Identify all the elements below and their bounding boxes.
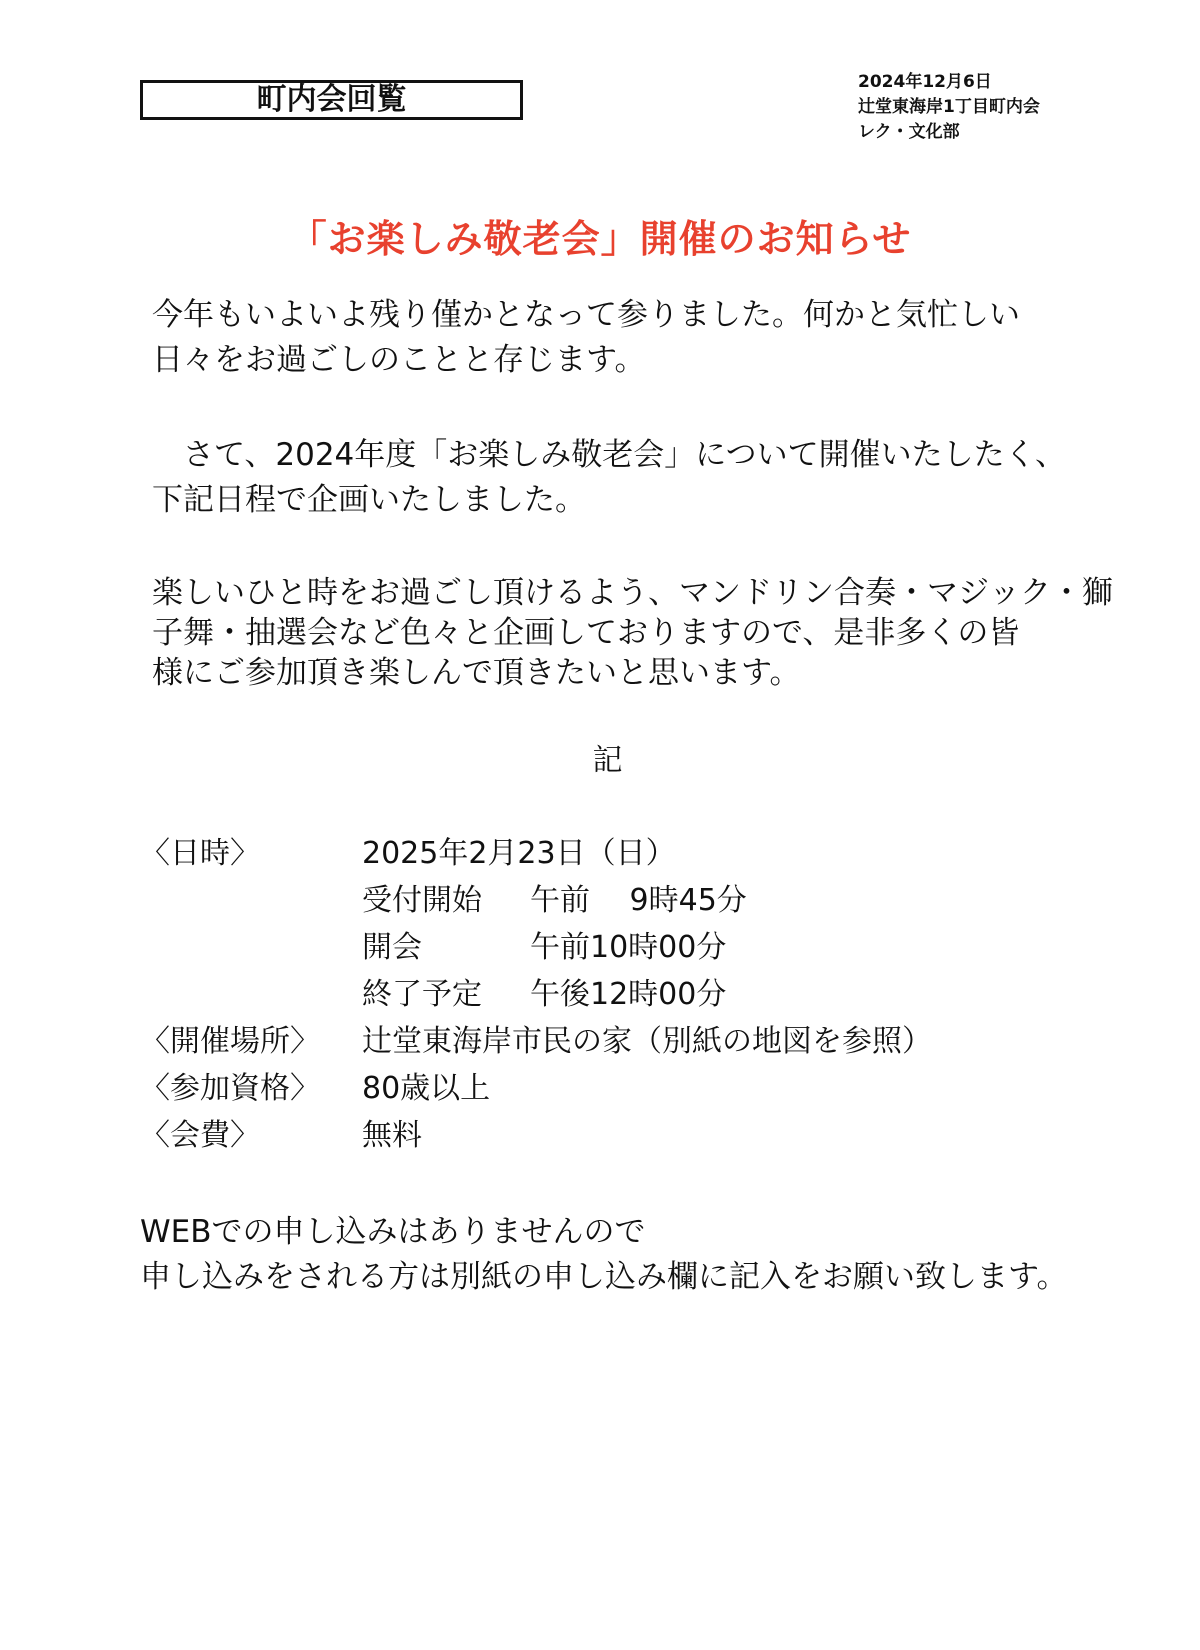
venue-value: 辻堂東海岸市民の家（別紙の地図を参照） <box>362 1024 932 1059</box>
announcement-paragraph <box>152 433 1162 523</box>
datetime-label: 〈日時〉 <box>140 836 260 871</box>
paragraph-line: 今年もいよいよ残り僅かとなって参りました。何かと気忙しい <box>152 297 1020 333</box>
time-label: 開会 <box>362 930 422 965</box>
event-details <box>140 830 1160 1159</box>
eligibility-label: 〈参加資格〉 <box>140 1071 320 1106</box>
department-name: レク・文化部 <box>858 122 960 142</box>
fee-value: 無料 <box>362 1118 422 1153</box>
event-date: 2025年2月23日（日） <box>362 836 676 871</box>
time-value: 午前 9時45分 <box>530 883 747 918</box>
paragraph-line: 様にご参加頂き楽しんで頂きたいと思います。 <box>152 655 801 691</box>
fee-row <box>140 1112 1160 1159</box>
header-meta <box>858 70 1188 145</box>
circular-label: 町内会回覧 <box>256 82 407 117</box>
greeting-paragraph <box>152 293 1162 383</box>
time-label: 受付開始 <box>362 883 482 918</box>
eligibility-value: 80歳以上 <box>362 1071 491 1106</box>
issue-date: 2024年12月6日 <box>858 72 992 92</box>
paragraph-line: WEBでの申し込みはありませんので <box>140 1214 646 1250</box>
fee-label: 〈会費〉 <box>140 1118 260 1153</box>
program-paragraph <box>152 573 1162 693</box>
eligibility-row <box>140 1065 1160 1112</box>
time-value: 午前10時00分 <box>530 930 727 965</box>
datetime-row <box>140 830 1160 877</box>
time-row-opening <box>140 924 1160 971</box>
ki-heading: 記 <box>592 743 623 778</box>
time-label: 終了予定 <box>362 977 482 1012</box>
paragraph-line: 下記日程で企画いたしました。 <box>152 482 586 518</box>
paragraph-line: さて、2024年度「お楽しみ敬老会」について開催いたしたく、 <box>152 437 1067 473</box>
paragraph-line: 日々をお過ごしのことと存じます。 <box>152 342 646 378</box>
circular-label-box <box>140 80 523 120</box>
paragraph-line: 子舞・抽選会など色々と企画しておりますので、是非多くの皆 <box>152 615 1020 651</box>
time-value: 午後12時00分 <box>530 977 727 1012</box>
time-row-reception <box>140 877 1160 924</box>
paragraph-line: 楽しいひと時をお過ごし頂けるよう、マンドリン合奏・マジック・獅 <box>152 575 1113 611</box>
paragraph-line: 申し込みをされる方は別紙の申し込み欄に記入をお願い致します。 <box>140 1259 1068 1295</box>
time-row-end <box>140 971 1160 1018</box>
venue-label: 〈開催場所〉 <box>140 1024 320 1059</box>
venue-row <box>140 1018 1160 1065</box>
notice-title: 「お楽しみ敬老会」開催のお知らせ <box>288 217 912 261</box>
closing-paragraph <box>140 1210 1190 1300</box>
organization-name: 辻堂東海岸1丁目町内会 <box>858 97 1040 117</box>
